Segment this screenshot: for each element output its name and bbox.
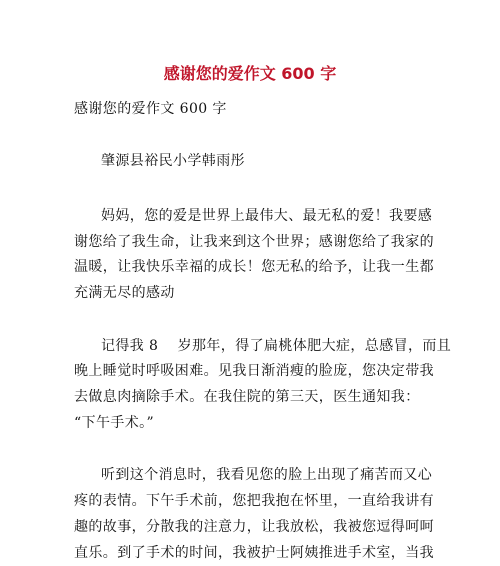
document-subtitle: 感谢您的爱作文 600 字 bbox=[74, 101, 227, 117]
paragraph-2-line-3: 去做息肉摘除手术。在我住院的第三天，医生通知我： bbox=[74, 389, 420, 405]
author-line: 肇源县裕民小学韩雨彤 bbox=[101, 153, 245, 169]
paragraph-1-line-2: 谢您给了我生命，让我来到这个世界；感谢您给了我家的 bbox=[74, 234, 434, 250]
paragraph-1-line-4: 充满无尽的感动 bbox=[74, 285, 175, 301]
paragraph-3-line-2: 疼的表情。下午手术前，您把我抱在怀里，一直给我讲有 bbox=[74, 493, 434, 509]
paragraph-2-line-2: 晚上睡觉时呼吸困难。见我日渐消瘦的脸庞，您决定带我 bbox=[74, 363, 434, 379]
paragraph-1-line-3: 温暖，让我快乐幸福的成长！您无私的给予，让我一生都 bbox=[74, 259, 434, 275]
document-title: 感谢您的爱作文 600 字 bbox=[163, 64, 337, 83]
paragraph-2-line-4: “下午手术。” bbox=[74, 415, 155, 431]
paragraph-3-line-4: 直乐。到了手术的时间，我被护士阿姨推进手术室，当我 bbox=[74, 545, 434, 561]
paragraph-2-line-1: 记得我 8 岁那年，得了扁桃体肥大症，总感冒，而且 bbox=[101, 338, 452, 354]
paragraph-3-line-3: 趣的故事，分散我的注意力，让我放松，我被您逗得呵呵 bbox=[74, 519, 434, 535]
paragraph-3-line-1: 听到这个消息时，我看见您的脸上出现了痛苦而又心 bbox=[101, 467, 433, 483]
paragraph-1-line-1: 妈妈，您的爱是世界上最伟大、最无私的爱！我要感 bbox=[101, 208, 433, 224]
